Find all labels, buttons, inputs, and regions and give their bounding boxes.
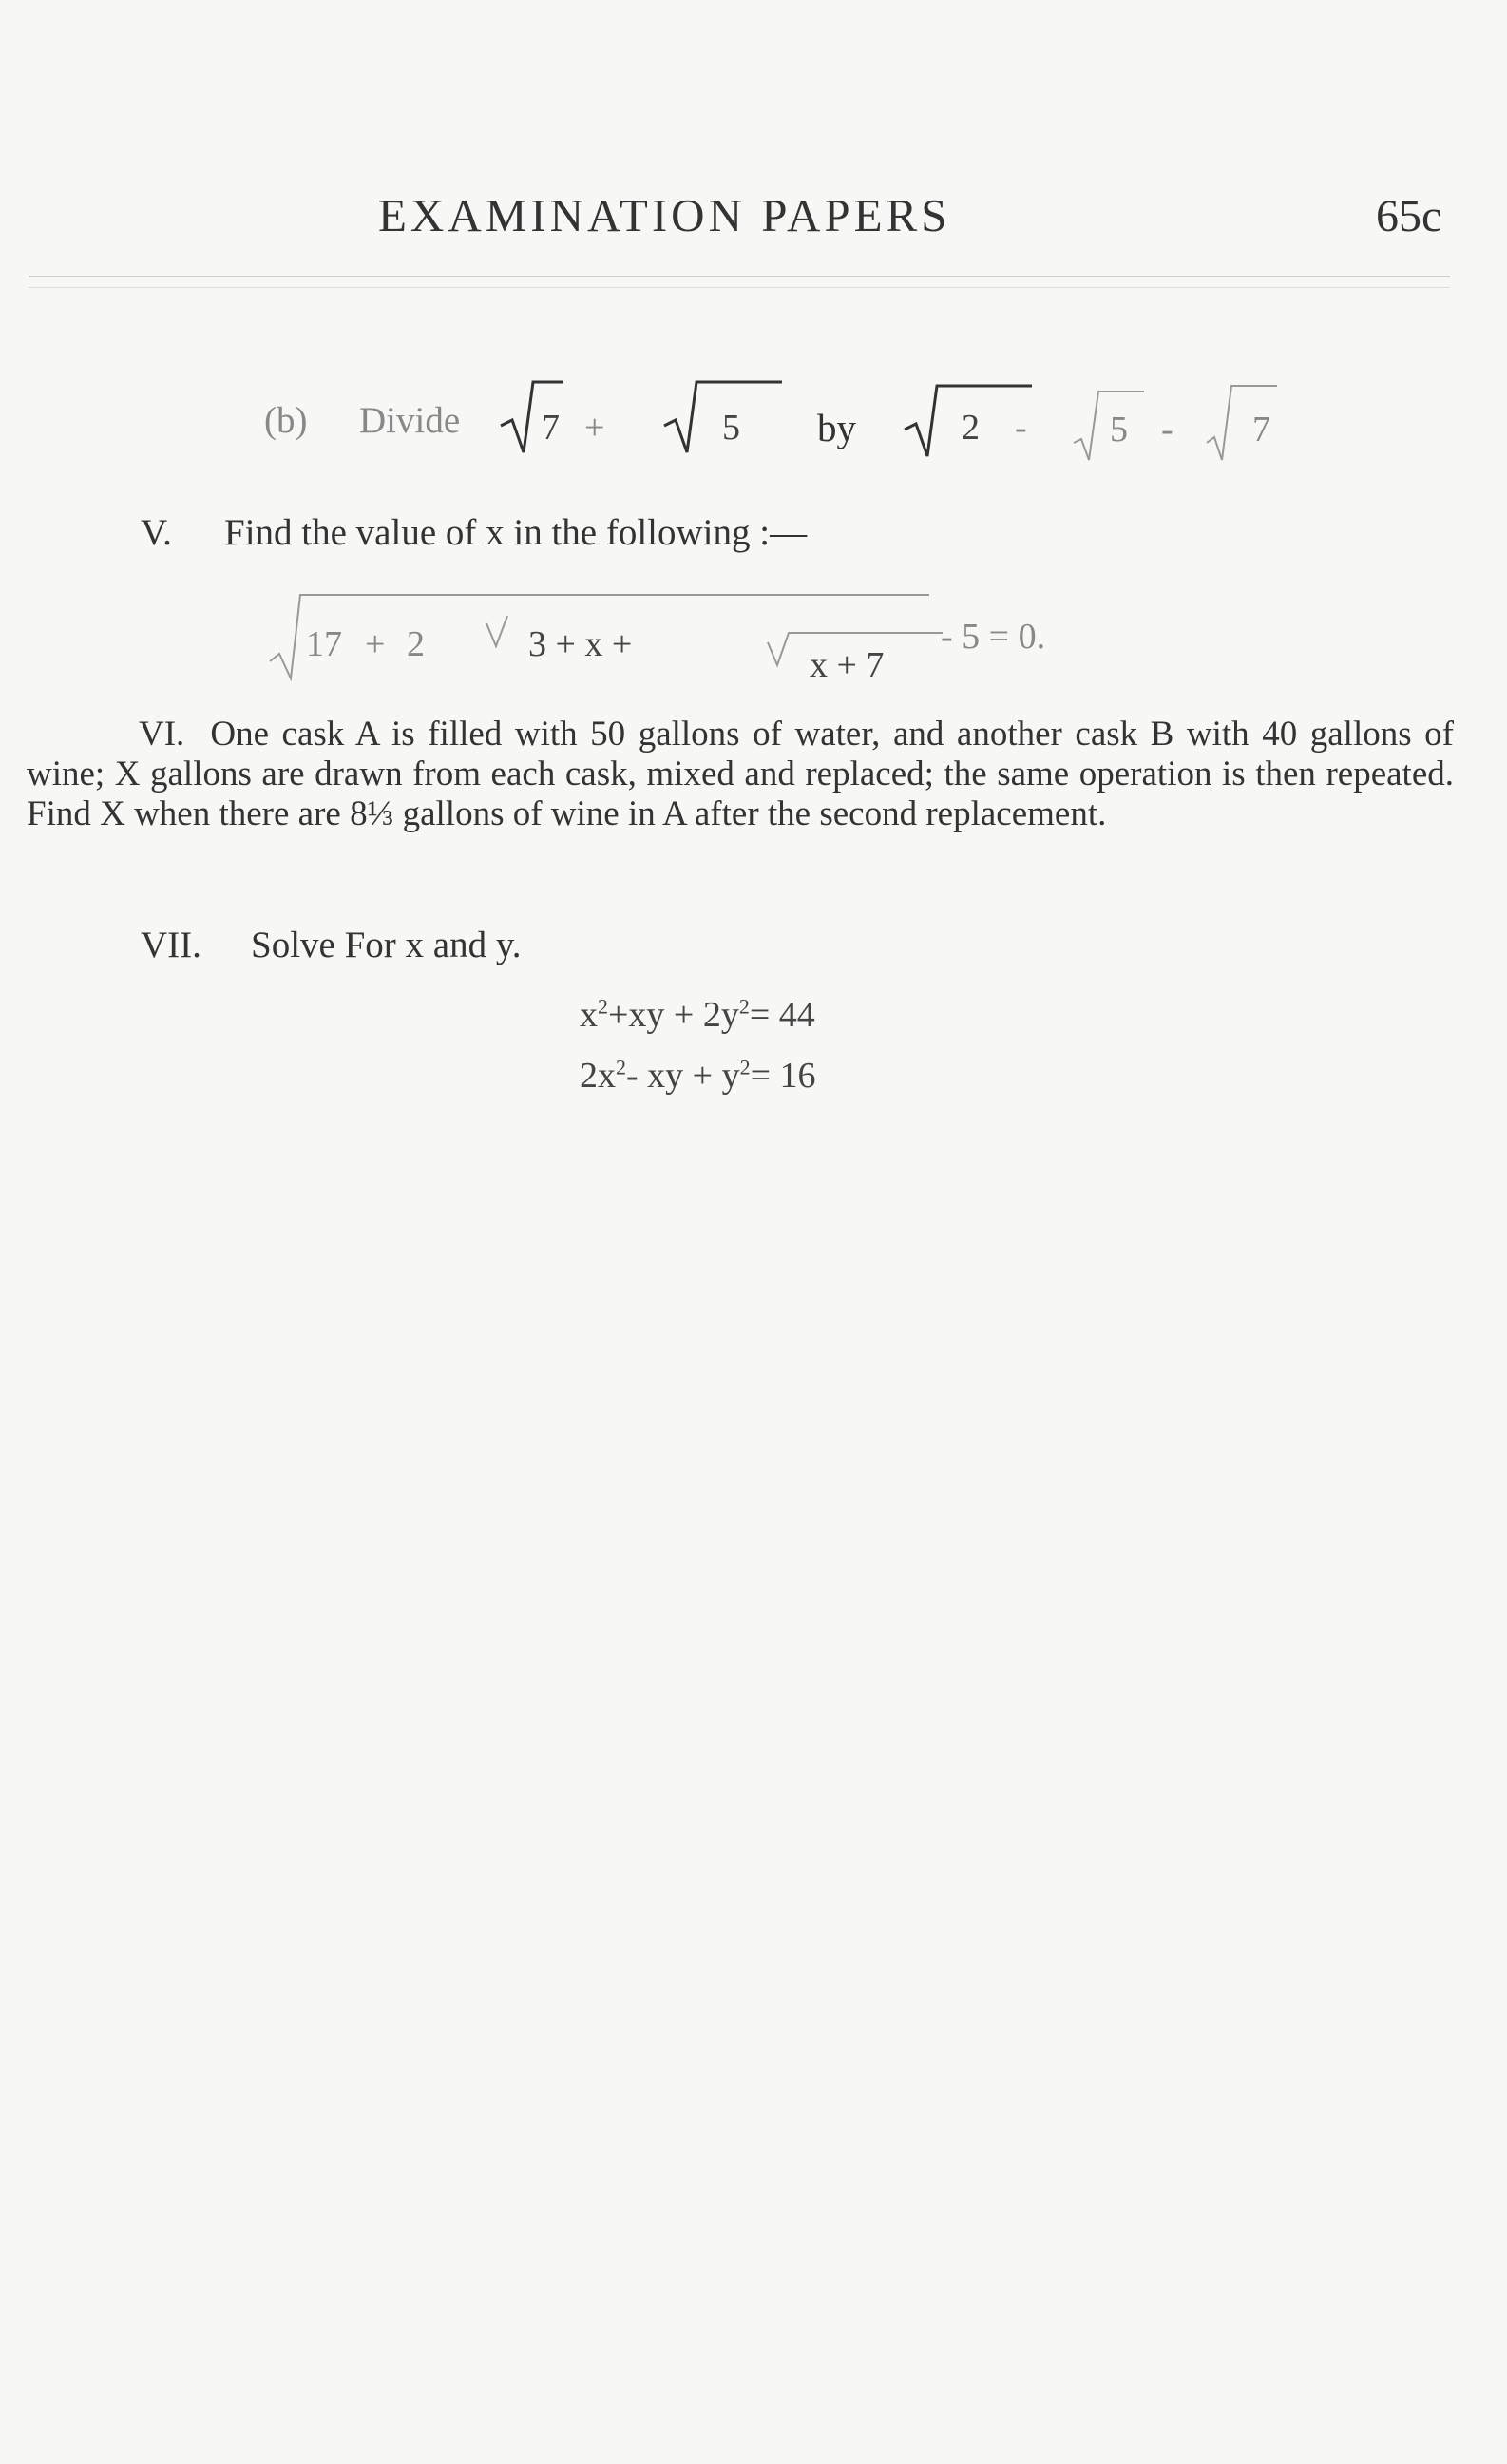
page-header-title: EXAMINATION PAPERS <box>378 189 951 241</box>
q6-text: One cask A is filled with 50 gallons of water, and another cask B with 40 gallons of wine; X gallons are drawn from each cask, mixed and replaced; the same operation is then repeated. Find X when there are 8⅓ gallons of wine in A after the second replacement. <box>27 715 1454 833</box>
q5-plus: + <box>365 624 386 664</box>
q4b-radicand-1: 7 <box>542 408 560 448</box>
q4b-radicand-2: 5 <box>722 408 740 448</box>
q4b-by: by <box>817 406 856 449</box>
page-number: 65c <box>1376 191 1442 241</box>
q4b-minus-2: - <box>1161 410 1173 449</box>
q5-middle-radicand: 3 + x + <box>528 624 633 664</box>
q7-equation-1: $x^2+xy + 2y^2= 44$ <box>580 994 815 1035</box>
q4b-label: (b) <box>264 400 308 441</box>
q5-numeral: V. <box>141 512 172 553</box>
q4b-radicand-4: 5 <box>1110 410 1128 449</box>
q4b-radicand-3: 2 <box>962 408 980 448</box>
q6-numeral: VI. <box>139 715 185 754</box>
q7-equation-2: $2x^2-$ xy + $y^2= 16$ <box>580 1055 816 1096</box>
q4b-verb: Divide <box>359 400 461 441</box>
q5-text: Find the value of x in the following :— <box>224 512 808 553</box>
q4b-minus-1: - <box>1015 408 1027 448</box>
q5-outer-radicand: 17 <box>306 624 342 664</box>
header-rule-secondary <box>29 287 1450 288</box>
q4b-plus: + <box>584 408 605 448</box>
radical-sign <box>485 614 523 661</box>
q7-text: Solve For x and y. <box>251 925 522 965</box>
q7-numeral: VII. <box>141 925 201 965</box>
question-6 <box>27 715 1454 834</box>
q5-inner-radicand: x + 7 <box>810 645 885 685</box>
q5-coefficient: 2 <box>407 624 425 664</box>
q4b-radicand-5: 7 <box>1252 410 1270 449</box>
q5-tail: - 5 = 0. <box>941 617 1046 657</box>
header-rule <box>29 276 1450 277</box>
